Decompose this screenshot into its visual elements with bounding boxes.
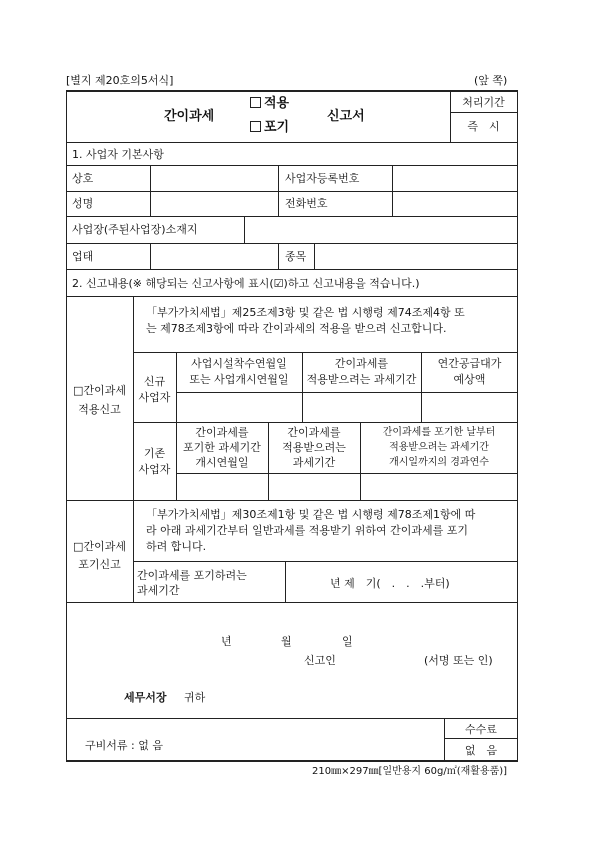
form-number: [별지 제20호의5서식]	[66, 74, 174, 87]
existing-col-apply-period-line2: 적용받으려는	[282, 441, 346, 454]
name-field[interactable]	[151, 166, 278, 191]
existing-col-apply-period: 간이과세를	[287, 426, 341, 439]
apply-statement-line1: 「부가가치세법」제25조제3항 및 같은 법 시행령 제74조제4항 또	[146, 306, 465, 319]
business-type-field[interactable]	[151, 244, 278, 269]
forgo-label-line2: 포기신고	[78, 558, 121, 571]
new-tax-period-field[interactable]	[303, 393, 421, 422]
phone-label: 전화번호	[285, 197, 328, 210]
processing-period-value: 즉 시	[467, 120, 500, 133]
existing-forgo-start-field[interactable]	[177, 474, 268, 500]
business-type-label: 업태	[72, 250, 94, 263]
apply-checkbox[interactable]	[250, 97, 261, 108]
new-col-annual-supply: 연간공급대가	[437, 357, 502, 370]
date-year: 년	[221, 635, 232, 648]
forgo-statement-line1: 「부가가치세법」제30조제1항 및 같은 법 시행령 제78조제1항에 따	[146, 508, 476, 521]
fee-value: 없 음	[464, 744, 498, 757]
apply-label[interactable]: □간이과세	[73, 384, 126, 397]
new-business-label: 신규	[143, 375, 166, 388]
phone-field[interactable]	[393, 192, 517, 216]
title-main: 간이과세	[164, 109, 215, 124]
existing-col-forgo-start: 간이과세를	[195, 426, 249, 439]
fee-label: 수수료	[465, 723, 497, 736]
forgo-checkbox[interactable]	[250, 121, 261, 132]
existing-elapsed-years-field[interactable]	[361, 474, 517, 500]
existing-col-elapsed-years-line2: 적용받으려는 과세기간	[389, 442, 489, 453]
forgo-period-label: 간이과세를 포기하려는	[137, 569, 247, 582]
attachments: 구비서류 : 없 음	[85, 739, 163, 752]
new-col-start-date-line2: 또는 사업개시연월일	[189, 373, 289, 386]
honorific: 귀하	[184, 691, 206, 704]
existing-col-elapsed-years: 간이과세를 포기한 날부터	[382, 427, 496, 438]
person-field[interactable]	[151, 192, 278, 216]
forgo-period-value[interactable]: 년 제 기( . . .부터)	[330, 577, 450, 590]
date-month: 월	[281, 635, 292, 648]
new-col-tax-period: 간이과세를	[334, 357, 389, 370]
existing-col-elapsed-years-line3: 개시일까지의 경과연수	[389, 457, 489, 468]
existing-business-label: 기존	[143, 447, 166, 460]
forgo-label[interactable]: □간이과세	[73, 540, 126, 553]
new-col-annual-supply-line2: 예상액	[453, 373, 486, 386]
category-label: 종목	[285, 250, 307, 263]
section2-heading: 2. 신고내용(※ 해당되는 신고사항에 표시(☑)하고 신고내용을 적습니다.)	[72, 277, 420, 290]
forgo-period-label-line2: 과세기간	[137, 584, 180, 597]
category-field[interactable]	[315, 244, 517, 269]
new-business-label-line2: 사업자	[138, 391, 171, 404]
option-apply[interactable]: 적용	[250, 97, 289, 110]
existing-business-label-line2: 사업자	[138, 463, 171, 476]
sign-hint: (서명 또는 인)	[424, 654, 493, 667]
paper-spec: 210㎜×297㎜[일반용지 60g/㎡(재활용품)]	[312, 766, 508, 777]
forgo-statement-line2: 라 아래 과세기간부터 일반과세를 적용받기 위하여 간이과세를 포기	[146, 524, 469, 537]
existing-col-forgo-start-line3: 개시연월일	[195, 456, 249, 469]
page-side: (앞 쪽)	[474, 74, 508, 87]
addressee: 세무서장	[124, 691, 167, 704]
name-label: 상호	[72, 172, 94, 185]
processing-period-label: 처리기간	[462, 96, 505, 109]
apply-statement-line2: 는 제78조제3항에 따라 간이과세의 적용을 받으려 신고합니다.	[146, 322, 447, 335]
address-field[interactable]	[245, 217, 517, 243]
date-day: 일	[342, 635, 353, 648]
new-annual-supply-field[interactable]	[422, 393, 517, 422]
forgo-statement-line3: 하려 합니다.	[146, 540, 207, 553]
reg-no-label: 사업자등록번호	[285, 172, 360, 185]
new-start-date-field[interactable]	[177, 393, 302, 422]
address-label: 사업장(주된사업장)소재지	[72, 223, 198, 236]
existing-col-apply-period-line3: 과세기간	[292, 456, 336, 469]
reporter-label: 신고인	[304, 654, 336, 667]
title-suffix: 신고서	[327, 109, 365, 124]
existing-apply-period-field[interactable]	[269, 474, 360, 500]
option-forgo[interactable]: 포기	[250, 121, 289, 134]
existing-col-forgo-start-line2: 포기한 과세기간	[183, 441, 261, 454]
apply-label-line2: 적용신고	[78, 403, 121, 416]
reg-no-field[interactable]	[393, 166, 517, 191]
new-col-tax-period-line2: 적용받으려는 과세기간	[306, 373, 417, 386]
person-label: 성명	[72, 197, 94, 210]
section1-heading: 1. 사업자 기본사항	[72, 148, 164, 161]
new-col-start-date: 사업시설착수연월일	[191, 357, 287, 370]
